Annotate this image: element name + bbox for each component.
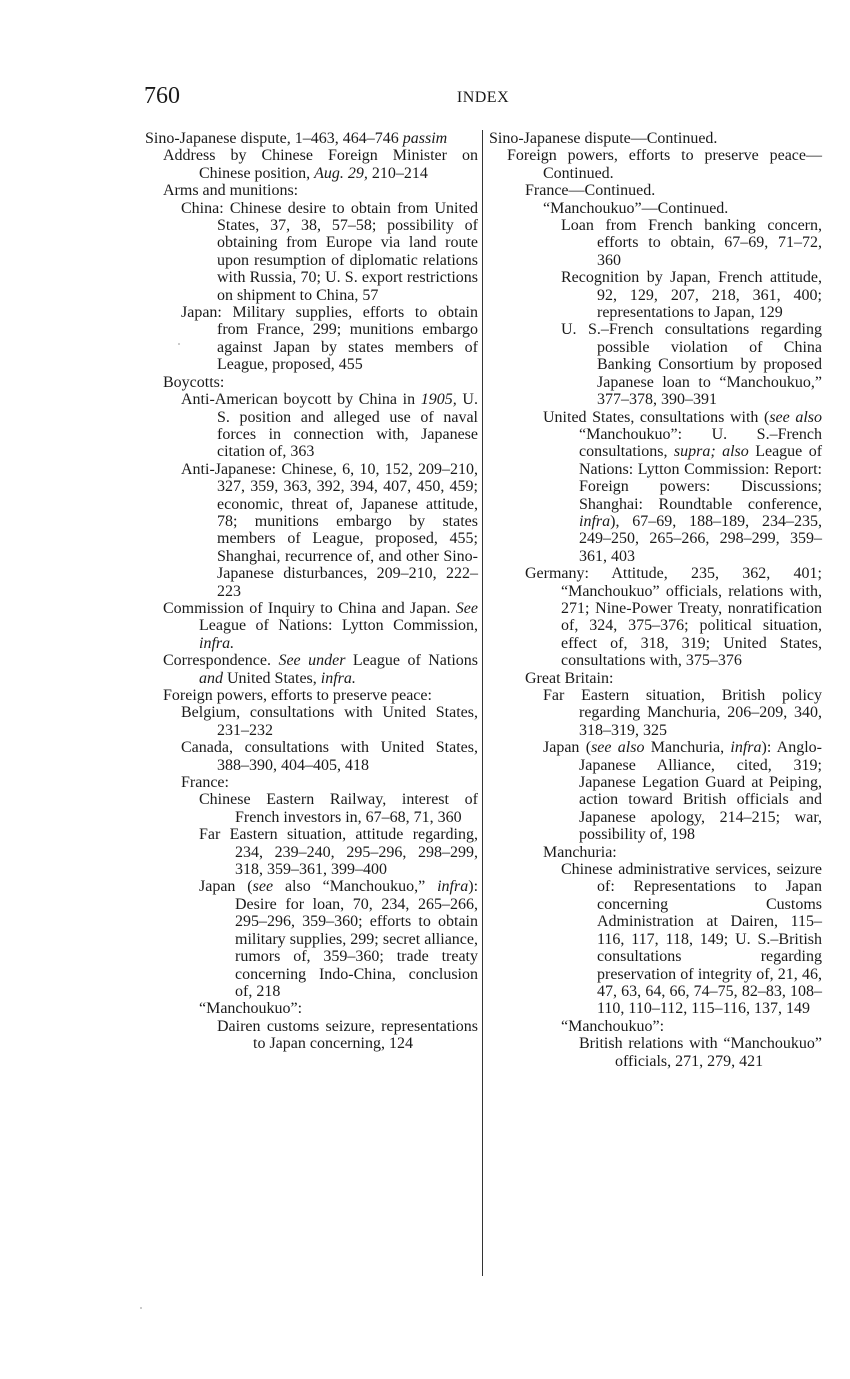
index-entry-text: “Manchoukuo”: [561,1017,665,1035]
index-entry [489,861,822,1018]
index-entry-text: U. S.–French consultations regarding possible violation of China Banking Consortium by proposed Japanese loan to “Manchoukuo,” 377–378, 390–391 [561,321,822,409]
index-entry-text: China: Chinese desire to obtain from United States, 37, 38, 57–58; possibility of obtaining from Europe via land route upon resumption of diplomatic relations with Russia, 70; U. S. export restrictions on shipment to China, 57 [181,199,478,304]
index-entry [145,704,478,739]
index-entry [489,217,822,269]
column-divider [482,130,483,1276]
index-entry [489,130,822,147]
index-entry [489,200,822,217]
index-entry-text: Japan: Military supplies, efforts to obtain from France, 299; munitions embargo against Japan by states members of League, proposed, 455 [181,304,478,374]
index-entry-text: infra [730,739,762,757]
index-entry-text: Aug. 29, [314,164,368,182]
index-entry-text: Correspondence. [163,652,279,670]
index-entry [489,269,822,321]
index-entry [145,182,478,199]
index-entry-text: Address by Chinese Foreign Minister on Chinese position, [163,147,478,182]
index-entry-text: Far Eastern situation, British policy regarding Manchuria, 206–209, 340, 318–319, 325 [543,687,822,739]
index-entry-text: League of Nations: Lytton Commission, [199,617,478,635]
index-entry-text: also “Manchoukuo,” [273,878,438,896]
index-entry-text: see also [769,408,822,426]
index-entry-text: 1905, [420,391,457,409]
index-entry-text: “Manchoukuo”—Continued. [543,199,729,217]
index-entry-text: Canada, consultations with United States, 388–390, 404–405, 418 [181,739,478,774]
index-entry [145,791,478,826]
index-entry-text: see also [591,739,645,757]
index-entry-text: Arms and munitions: [163,182,299,200]
page-number: 760 [144,83,180,109]
index-entry-text: Great Britain: [525,669,614,687]
index-entry-text: Manchuria, [644,739,731,757]
index-entry-text: League of Nations: Lytton Commission: Report: Foreign powers: Discussions; Shanghai: Roundtable conference, [579,443,823,513]
index-entry [145,1018,478,1053]
index-entry [145,600,478,652]
index-entry-text: ): Desire for loan, 70, 234, 265–266, 295–296, 359–360; efforts to obtain military supplies, 299; secret alliance, rumors of, 359–360; trade treaty concerning Indo-China, conclusion of, 218 [235,878,479,1000]
index-entry [145,652,478,687]
index-entry [489,1035,822,1070]
index-entry-text: Commission of Inquiry to China and Japan. [163,599,456,617]
index-entry-text: infra. [320,669,356,687]
index-entry [145,374,478,391]
index-entry [489,687,822,739]
index-entry-text: U. S. position and alleged use of naval forces in connection with, Japanese citation of, 363 [217,391,478,461]
index-entry [489,147,822,182]
index-entry-text: Dairen customs seizure, representations to Japan concerning, 124 [217,1017,478,1053]
index-entry-text: United States, [223,669,321,687]
index-entry-text: “Manchoukuo”: [199,1000,303,1018]
index-entry-text: British relations with “Manchoukuo” officials, 271, 279, 421 [579,1035,822,1070]
index-entry [489,739,822,843]
index-entry-text: Sino-Japanese dispute, 1–463, 464–746 [145,130,403,147]
index-entry [145,304,478,374]
index-entry-text: Loan from French banking concern, efforts to obtain, 67–69, 71–72, 360 [561,217,822,269]
left-index-column [145,130,478,1053]
index-entry-text: Japan ( [543,739,592,757]
index-entry [145,774,478,791]
index-entry [145,461,478,600]
index-entry-text: Anti-Japanese: Chinese, 6, 10, 152, 209–210, 327, 359, 363, 392, 394, 407, 450, 459; economic, threat of, Japanese attitude, 78; munitions embargo by states members of League, proposed, 455; Shanghai, recurrence of, and other Sino-Japanese disturbances, 209–210, 222–223 [181,460,478,600]
index-entry [145,147,478,182]
index-entry-text: Japan ( [199,878,253,896]
index-entry-text: passim [402,130,448,147]
index-entry-text: United States, consultations with ( [543,408,770,426]
index-entry [145,739,478,774]
index-entry [489,844,822,861]
index-entry [145,878,478,1000]
index-entry [145,130,478,147]
index-entry-text: infra [579,512,611,530]
index-entry [489,565,822,669]
index-entry-text: France—Continued. [525,182,656,200]
index-entry-text: see [252,878,274,896]
index-entry-text: Anti-American boycott by China in [181,391,421,409]
index-entry [145,687,478,704]
index-entry-text: League of Nations [345,652,479,670]
index-entry [145,200,478,304]
page-header: INDEX [456,89,510,106]
index-entry [489,409,822,566]
index-entry-text: “Manchoukuo”: U. S.–French consultations, [579,425,822,461]
index-entry [145,1000,478,1017]
index-entry-text: supra; also [673,443,749,461]
index-entry-text: Sino-Japanese dispute—Continued. [489,130,718,147]
index-entry-text: 210–214 [367,164,428,182]
index-entry [489,182,822,199]
index-entry-text: Manchuria: [543,843,617,861]
index-entry-text: infra [437,878,469,896]
index-entry-text: See under [278,652,346,670]
index-entry-text: See [455,599,478,617]
index-entry-text: infra. [199,634,235,652]
index-entry-text: Chinese Eastern Railway, interest of French investors in, 67–68, 71, 360 [199,791,478,826]
index-entry [489,1018,822,1035]
index-entry-text: Far Eastern situation, attitude regarding, 234, 239–240, 295–296, 298–299, 318, 359–361, 399–400 [199,826,478,879]
index-entry-text: Recognition by Japan, French attitude, 92, 129, 207, 218, 361, 400; representations to Japan, 129 [561,269,822,322]
scan-speck [178,343,180,345]
index-entry-text: Foreign powers, efforts to preserve peace—Continued. [507,147,822,182]
index-entry-text: ), 67–69, 188–189, 234–235, 249–250, 265–266, 298–299, 359–361, 403 [579,512,822,565]
index-entry-text: Germany: Attitude, 235, 362, 401; “Manchoukuo” officials, relations with, 271; Nine-Power Treaty, nonratification of, 324, 375–376; political situation, effect of, 318, 319; United States, consultations with, 375–376 [525,565,822,670]
right-index-column [489,130,822,1070]
index-entry-text: and [199,669,223,687]
index-entry [489,321,822,408]
index-entry-text: France: [181,774,229,792]
index-entry-text: ): Anglo-Japanese Alliance, cited, 319; Japanese Legation Guard at Peiping, action toward British officials and Japanese apology, 214–215; war, possibility of, 198 [579,739,823,844]
index-entry-text: Foreign powers, efforts to preserve peace: [163,687,432,704]
index-entry [145,391,478,461]
index-entry [145,826,478,878]
index-entry-text: Chinese administrative services, seizure of: Representations to Japan concerning Customs Administration at Dairen, 115–116, 117, 118, 149; U. S.–British consultations regarding preservation of integrity of, 21, 46, 47, 63, 64, 66, 74–75, 82–83, 108–110, 110–112, 115–116, 137, 149 [561,861,822,1018]
index-entry [489,670,822,687]
scan-speck [140,1307,142,1309]
index-entry-text: Boycotts: [163,373,225,391]
index-entry-text: Belgium, consultations with United States, 231–232 [181,704,478,739]
